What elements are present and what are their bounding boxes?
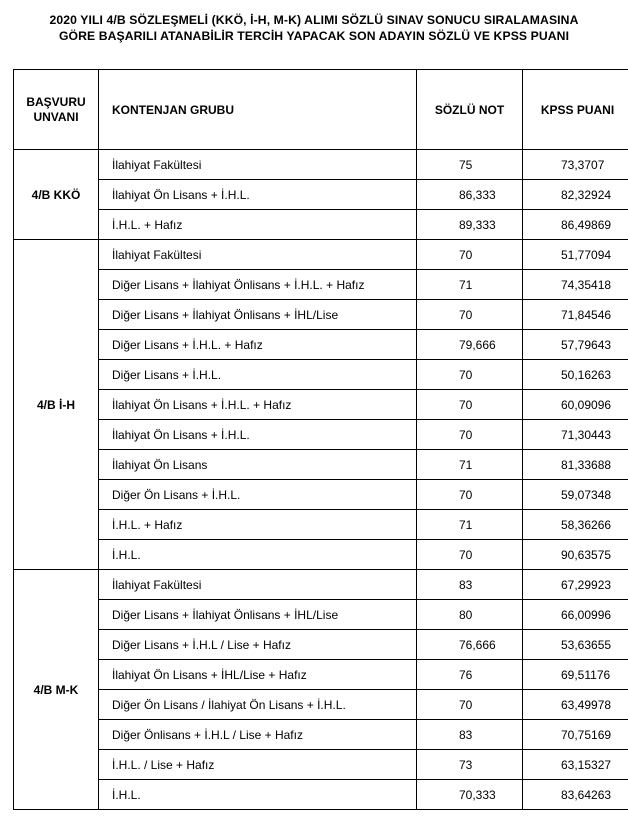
sozlu-not-cell: 86,333 (417, 180, 523, 210)
kontenjan-grubu-cell: İlahiyat Fakültesi (99, 150, 417, 180)
sozlu-not-cell: 70 (417, 240, 523, 270)
basvuru-unvani-cell: 4/B İ-H (14, 240, 99, 570)
table-row (14, 300, 628, 330)
sozlu-not-cell: 70 (417, 390, 523, 420)
table-row (14, 210, 628, 240)
kontenjan-grubu-cell: Diğer Lisans + İ.H.L. (99, 360, 417, 390)
table-row (14, 630, 628, 660)
kontenjan-grubu-cell: İlahiyat Ön Lisans + İ.H.L. (99, 420, 417, 450)
table-row (14, 780, 628, 810)
kpss-puani-cell: 73,3707 (523, 150, 628, 180)
sozlu-not-cell: 76 (417, 660, 523, 690)
kpss-puani-cell: 63,49978 (523, 690, 628, 720)
kontenjan-grubu-cell: Diğer Ön Lisans + İ.H.L. (99, 480, 417, 510)
header-row (14, 70, 628, 150)
kpss-puani-cell: 58,36266 (523, 510, 628, 540)
kontenjan-grubu-cell: Diğer Ön Lisans / İlahiyat Ön Lisans + İ.H.L. (99, 690, 417, 720)
table-row (14, 570, 628, 600)
sozlu-not-cell: 70 (417, 690, 523, 720)
kontenjan-grubu-cell: İ.H.L. (99, 780, 417, 810)
header-basvuru-unvani (14, 70, 99, 150)
table-row (14, 480, 628, 510)
kontenjan-grubu-cell: Diğer Lisans + İlahiyat Önlisans + İ.H.L. + Hafız (99, 270, 417, 300)
sozlu-not-cell: 70,333 (417, 780, 523, 810)
sozlu-not-cell: 83 (417, 570, 523, 600)
header-kpss-puani: KPSS PUANI (523, 70, 628, 150)
kontenjan-grubu-cell: İlahiyat Fakültesi (99, 570, 417, 600)
header-kontenjan-grubu: KONTENJAN GRUBU (99, 70, 417, 150)
kpss-puani-cell: 90,63575 (523, 540, 628, 570)
kontenjan-grubu-cell: İlahiyat Fakültesi (99, 240, 417, 270)
table-row (14, 720, 628, 750)
kpss-puani-cell: 60,09096 (523, 390, 628, 420)
table-body (14, 150, 628, 810)
kontenjan-grubu-cell: Diğer Lisans + İlahiyat Önlisans + İHL/Lise (99, 300, 417, 330)
kpss-puani-cell: 63,15327 (523, 750, 628, 780)
sozlu-not-cell: 70 (417, 480, 523, 510)
table-row (14, 600, 628, 630)
sozlu-not-cell: 83 (417, 720, 523, 750)
kontenjan-grubu-cell: İ.H.L. (99, 540, 417, 570)
kontenjan-grubu-cell: İ.H.L. + Hafız (99, 210, 417, 240)
document-title (0, 12, 628, 44)
sozlu-not-cell: 73 (417, 750, 523, 780)
sozlu-not-cell: 79,666 (417, 330, 523, 360)
kpss-puani-cell: 69,51176 (523, 660, 628, 690)
kpss-puani-cell: 81,33688 (523, 450, 628, 480)
kpss-puani-cell: 70,75169 (523, 720, 628, 750)
kontenjan-grubu-cell: İlahiyat Ön Lisans (99, 450, 417, 480)
kpss-puani-cell: 82,32924 (523, 180, 628, 210)
table-row (14, 750, 628, 780)
basvuru-unvani-cell: 4/B M-K (14, 570, 99, 810)
kpss-puani-cell: 51,77094 (523, 240, 628, 270)
results-table (13, 69, 628, 810)
table-row (14, 270, 628, 300)
table-row (14, 240, 628, 270)
basvuru-unvani-cell: 4/B KKÖ (14, 150, 99, 240)
kpss-puani-cell: 83,64263 (523, 780, 628, 810)
kontenjan-grubu-cell: Diğer Lisans + İ.H.L / Lise + Hafız (99, 630, 417, 660)
kpss-puani-cell: 66,00996 (523, 600, 628, 630)
kontenjan-grubu-cell: İ.H.L. / Lise + Hafız (99, 750, 417, 780)
table-row (14, 360, 628, 390)
table-row (14, 660, 628, 690)
sozlu-not-cell: 70 (417, 360, 523, 390)
sozlu-not-cell: 76,666 (417, 630, 523, 660)
sozlu-not-cell: 71 (417, 510, 523, 540)
sozlu-not-cell: 70 (417, 540, 523, 570)
table-row (14, 420, 628, 450)
kontenjan-grubu-cell: Diğer Önlisans + İ.H.L / Lise + Hafız (99, 720, 417, 750)
sozlu-not-cell: 75 (417, 150, 523, 180)
kontenjan-grubu-cell: İlahiyat Ön Lisans + İ.H.L. (99, 180, 417, 210)
sozlu-not-cell: 80 (417, 600, 523, 630)
kontenjan-grubu-cell: İlahiyat Ön Lisans + İHL/Lise + Hafız (99, 660, 417, 690)
table-row (14, 390, 628, 420)
sozlu-not-cell: 89,333 (417, 210, 523, 240)
header-unvan-line-1: BAŞVURU (26, 94, 86, 109)
table-row (14, 540, 628, 570)
kpss-puani-cell: 50,16263 (523, 360, 628, 390)
title-line-1: 2020 YILI 4/B SÖZLEŞMELİ (KKÖ, İ-H, M-K) ALIMI SÖZLÜ SINAV SONUCU SIRALAMASINA (49, 13, 579, 27)
kpss-puani-cell: 57,79643 (523, 330, 628, 360)
table-row (14, 690, 628, 720)
table-row (14, 510, 628, 540)
table-row (14, 450, 628, 480)
kontenjan-grubu-cell: Diğer Lisans + İ.H.L. + Hafız (99, 330, 417, 360)
kpss-puani-cell: 59,07348 (523, 480, 628, 510)
kpss-puani-cell: 86,49869 (523, 210, 628, 240)
header-sozlu-not: SÖZLÜ NOT (417, 70, 523, 150)
kontenjan-grubu-cell: İ.H.L. + Hafız (99, 510, 417, 540)
kpss-puani-cell: 53,63655 (523, 630, 628, 660)
kontenjan-grubu-cell: İlahiyat Ön Lisans + İ.H.L. + Hafız (99, 390, 417, 420)
sozlu-not-cell: 71 (417, 270, 523, 300)
kpss-puani-cell: 71,84546 (523, 300, 628, 330)
kpss-puani-cell: 71,30443 (523, 420, 628, 450)
table-row (14, 150, 628, 180)
sozlu-not-cell: 70 (417, 420, 523, 450)
kpss-puani-cell: 74,35418 (523, 270, 628, 300)
kpss-puani-cell: 67,29923 (523, 570, 628, 600)
title-line-2: GÖRE BAŞARILI ATANABİLİR TERCİH YAPACAK SON ADAYIN SÖZLÜ VE KPSS PUANI (58, 29, 570, 43)
kontenjan-grubu-cell: Diğer Lisans + İlahiyat Önlisans + İHL/Lise (99, 600, 417, 630)
header-unvan-line-2: UNVANI (33, 109, 79, 124)
table-row (14, 330, 628, 360)
table-row (14, 180, 628, 210)
sozlu-not-cell: 70 (417, 300, 523, 330)
sozlu-not-cell: 71 (417, 450, 523, 480)
